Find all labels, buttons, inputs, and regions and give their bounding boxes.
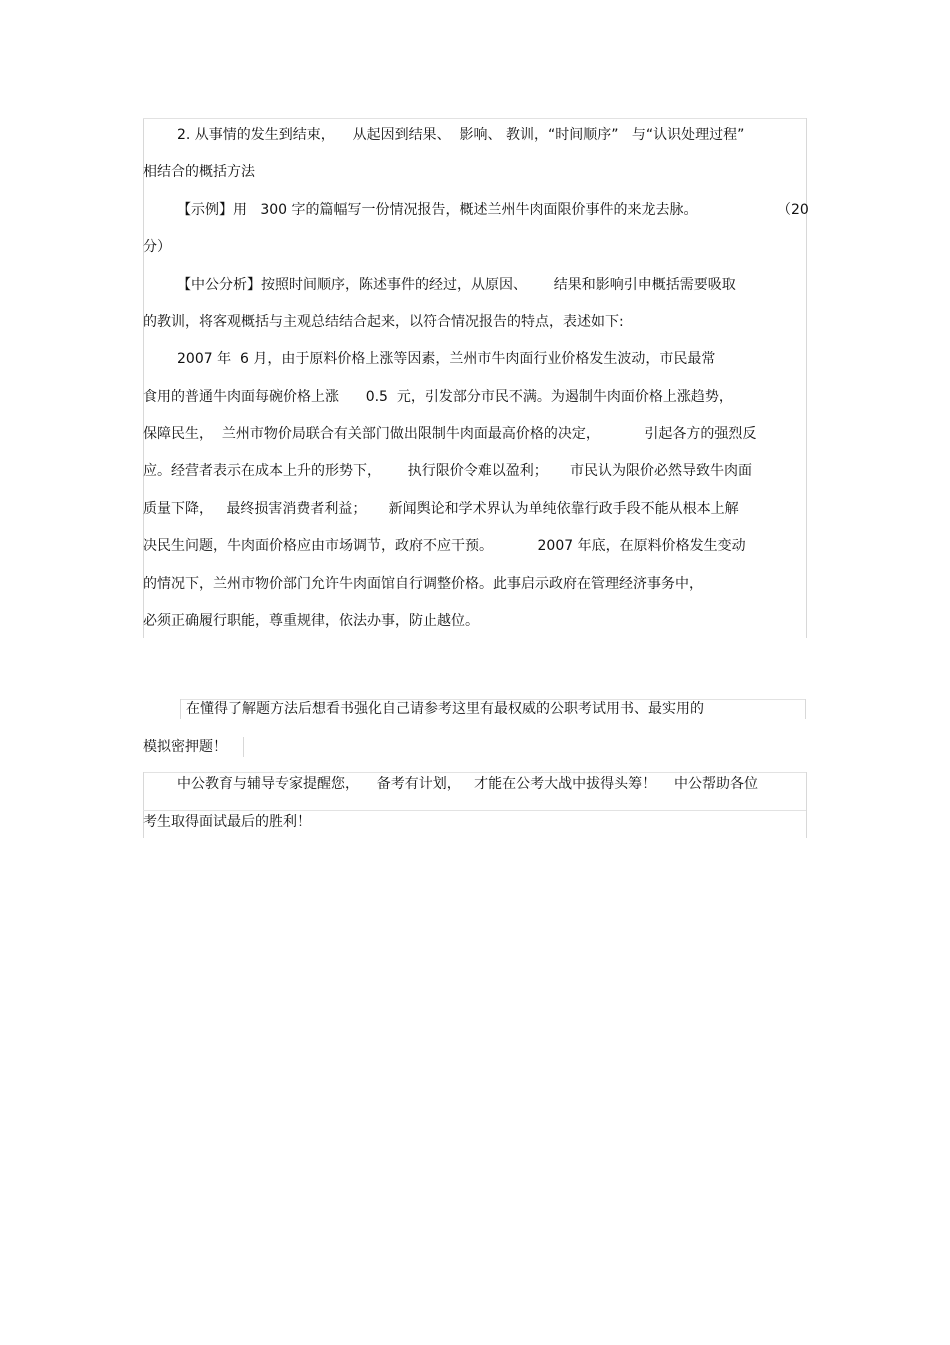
- section-border-left: [143, 118, 144, 638]
- promo-books-line1: 在懂得了解题方法后想看书强化自己请参考这里有最权威的公职考试用书、最实用的: [186, 701, 704, 717]
- promo-box-mid: [143, 772, 806, 773]
- report-body-line: 应。经营者表示在成本上升的形势下， 执行限价令难以盈利； 市民认为限价必然导致牛肉面: [143, 463, 752, 479]
- promo-box-l3-right: [806, 772, 807, 838]
- section-border-right: [806, 118, 807, 638]
- report-body-line: 必须正确履行职能，尊重规律，依法办事，防止越位。: [143, 613, 479, 629]
- section-border-top: [143, 118, 806, 119]
- analysis-line1: 【中公分析】按照时间顺序，陈述事件的经过，从原因、 结果和影响引申概括需要吸取: [177, 277, 736, 293]
- report-body-line: 食用的普通牛肉面每碗价格上涨 0.5 元，引发部分市民不满。为遏制牛肉面价格上涨趋势，: [143, 389, 733, 405]
- report-body-line: 的情况下，兰州市物价部门允许牛肉面馆自行调整价格。此事启示政府在管理经济事务中，: [143, 576, 703, 592]
- promo-box-left: [180, 699, 181, 719]
- report-body-line: 质量下降， 最终损害消费者利益； 新闻舆论和学术界认为单纯依靠行政手段不能从根本上解: [143, 501, 739, 517]
- promo-books-line2: 模拟密押题！: [143, 739, 227, 755]
- example-score-open: （20: [777, 202, 809, 218]
- analysis-line2: 的教训，将客观概括与主观总结结合起来，以符合情况报告的特点，表述如下:: [143, 314, 624, 330]
- report-body-line: 决民生问题，牛肉面价格应由市场调节，政府不应干预。 2007 年底，在原料价格发生变动: [143, 538, 746, 554]
- promo-box-l2-right: [243, 737, 244, 757]
- promo-reminder-line1: 中公教育与辅导专家提醒您， 备考有计划， 才能在公考大战中拔得头筹！ 中公帮助各位: [177, 776, 758, 792]
- report-body-line: 保障民生， 兰州市物价局联合有关部门做出限制牛肉面最高价格的决定， 引起各方的强烈反: [143, 426, 757, 442]
- promo-box-l4-top: [143, 810, 806, 811]
- example-score-close: 分）: [143, 239, 171, 255]
- promo-reminder-line2: 考生取得面试最后的胜利！: [143, 814, 311, 830]
- promo-box-right: [805, 699, 806, 719]
- report-body-line: 2007 年 6 月，由于原料价格上涨等因素，兰州市牛肉面行业价格发生波动，市民最常: [177, 351, 716, 367]
- method-heading-line2: 相结合的概括方法: [143, 164, 255, 180]
- method-heading-line1: 2. 从事情的发生到结束， 从起因到结果、 影响、 教训，“时间顺序” 与“认识处理过程”: [177, 127, 745, 143]
- example-prompt: 【示例】用 300 字的篇幅写一份情况报告，概述兰州牛肉面限价事件的来龙去脉。: [177, 202, 698, 218]
